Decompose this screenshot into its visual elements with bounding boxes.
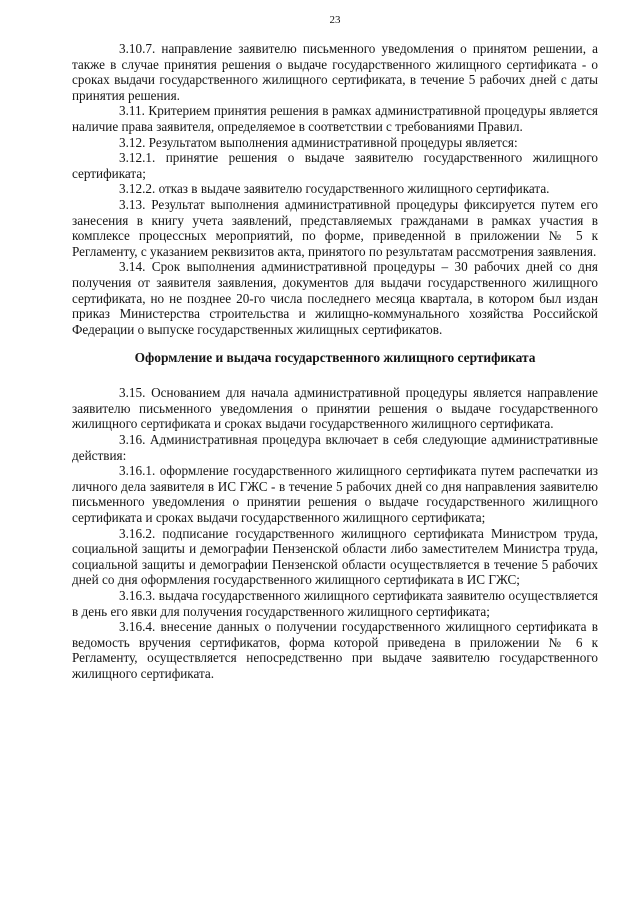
paragraph-3-11: 3.11. Критерием принятия решения в рамках административной процедуры является наличие права заявителя, определяемое в соответствии с требованиями Правил. [72,103,598,134]
section-heading: Оформление и выдача государственного жилищного сертификата [134,350,536,366]
paragraph-3-12-2: 3.12.2. отказ в выдаче заявителю государственного жилищного сертификата. [119,181,550,197]
paragraph-3-13: 3.13. Результат выполнения административной процедуры фиксируется путем его занесения в книгу учета заявлений, представляемых гражданами в рамках участия в комплексе процессных мероприятий, по форме, приведенной в приложении № 5 к Регламенту, с указанием реквизитов акта, принятого по результатам рассмотрения заявления. [72,196,598,259]
paragraph-3-10-7: 3.10.7. направление заявителю письменного уведомления о принятом решении, а также в случае принятия решения о выдаче государственного жилищного сертификата - о сроках выдачи государственного жилищного сертификата, в течение 5 рабочих дней с даты принятия решения. [72,41,598,103]
paragraph-3-16-3: 3.16.3. выдача государственного жилищного сертификата заявителю осуществляется в день его явки для получения государственного жилищного сертификата; [72,588,598,619]
paragraph-3-15: 3.15. Основанием для начала административной процедуры является направление заявителю письменного уведомления о принятии решения о выдаче государственного жилищного сертификата и сроках выдачи государственного жилищного сертификата. [72,385,598,432]
paragraph-3-16: 3.16. Административная процедура включает в себя следующие административные действия: [72,432,598,463]
paragraph-3-16-2: 3.16.2. подписание государственного жилищного сертификата Министром труда, социальной защиты и демографии Пензенской области либо заместителем Министра труда, социальной защиты и демографии Пензенской области осуществляется в течение 5 рабочих дней со дня оформления государственного жилищного сертификата в ИС ГЖС; [72,525,598,588]
paragraph-3-12-1: 3.12.1. принятие решения о выдаче заявителю государственного жилищного сертификата; [72,150,598,181]
paragraph-3-16-4: 3.16.4. внесение данных о получении государственного жилищного сертификата в ведомость вручения сертификатов, форма которой приведена в приложении № 6 к Регламенту, осуществляется непосредственно при выдаче заявителю государственного жилищного сертификата. [72,619,598,681]
paragraph-3-12: 3.12. Результатом выполнения административной процедуры является: [119,134,518,150]
paragraph-3-16-1: 3.16.1. оформление государственного жилищного сертификата путем распечатки из личного дела заявителя в ИС ГЖС - в течение 5 рабочих дней со дня направления заявителю письменного уведомления о принятии решения о выдаче государственного жилищного сертификата и сроках выдачи государственного жилищного сертификата; [72,463,598,526]
page-number: 23 [329,14,341,26]
paragraph-3-14: 3.14. Срок выполнения административной процедуры – 30 рабочих дней со дня получения от заявителя заявления, документов для выдачи государственного жилищного сертификата, но не позднее 20-го числа последнего месяца квартала, в котором был издан приказ Министерства строительства и жилищно-коммунального хозяйства Российской Федерации о выпуске государственных жилищных сертификатов. [72,259,598,337]
